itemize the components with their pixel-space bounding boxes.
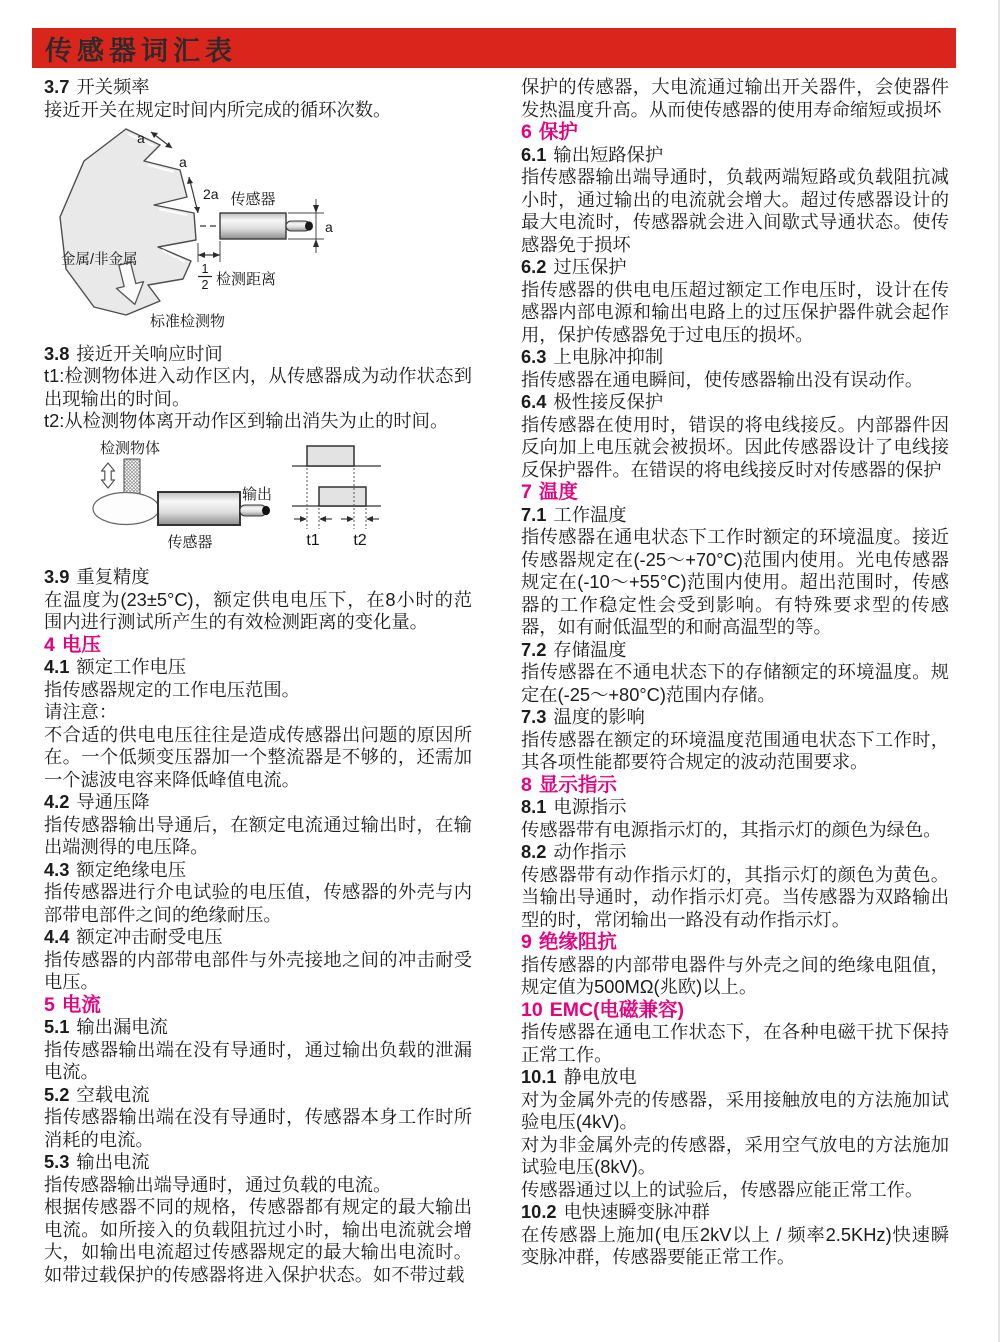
material-label: 金属/非金属 bbox=[61, 252, 138, 268]
t2-label: t2 bbox=[353, 531, 367, 549]
paragraph: 请注意： bbox=[44, 701, 118, 722]
paragraph: 指传感器进行介电试验的电压值，传感器的外壳与内部带电部件之间的绝缘耐压。 bbox=[44, 881, 472, 925]
chapter-number: 4 bbox=[44, 633, 55, 656]
paragraph: 指传感器在通电状态下工作时额定的环境温度。接近传感器规定在(-25～+70°C)范围内使用。光电传感器规定在(-10～+55°C)范围内使用。超出范围时，传感器的工作稳定性会受到影响。有特殊要求型的传感器，如有耐低温型的和耐高温型的等。 bbox=[521, 526, 949, 637]
chapter-number: 7 bbox=[521, 481, 532, 503]
section-title: 开关频率 bbox=[76, 76, 150, 97]
section-heading-6-3 bbox=[521, 346, 949, 369]
paragraph: 对为金属外壳的传感器，采用接触放电的方法施加试验电压(4kV)。 bbox=[521, 1088, 949, 1132]
paragraph: 指传感器在通电工作状态下，在各种电磁干扰下保持正常工作。 bbox=[521, 1021, 949, 1065]
section-title: 上电脉冲抑制 bbox=[553, 346, 664, 367]
section-heading-3-7 bbox=[44, 76, 472, 99]
paragraph: t1:检测物体进入动作区内，从传感器成为动作状态到出现输出的时间。 bbox=[44, 365, 472, 409]
section-title: 存储温度 bbox=[553, 638, 627, 660]
section-number: 7.2 bbox=[521, 638, 547, 660]
section-number: 6.2 bbox=[521, 256, 547, 277]
section-heading-8-1 bbox=[521, 796, 949, 819]
t1-dimension bbox=[294, 516, 332, 549]
chapter-title: 电流 bbox=[61, 993, 101, 1016]
paragraph: 根据传感器不同的规格，传感器都有规定的最大输出电流。如所接入的负载阻抗过小时，输出电流就会增大，如输出电流超过传感器规定的最大输出电流时。如带过载保护的传感器将进入保护状态。如不带过载 bbox=[44, 1196, 472, 1285]
up-down-arrow-icon bbox=[102, 463, 115, 488]
paragraph: 传感器带有动作指示灯的，其指示灯的颜色为黄色。当输出导通时，动作指示灯亮。当传感器为双路输出型的时，常闭输出一路没有动作指示灯。 bbox=[521, 863, 949, 930]
section-number: 10.2 bbox=[521, 1201, 557, 1222]
section-heading-5-1 bbox=[44, 1016, 472, 1039]
chapter-title: 电压 bbox=[61, 633, 101, 656]
figure-response-time bbox=[48, 437, 472, 561]
chapter-title: 温度 bbox=[538, 481, 578, 503]
paragraph: 不合适的供电电压往往是造成传感器出问题的原因所在。一个低频变压器加一个整流器是不够的，还需加一个滤波电容来降低峰值电流。 bbox=[44, 723, 472, 790]
paragraph: 指传感器在通电瞬间，使传感器输出没有误动作。 bbox=[521, 368, 924, 390]
section-number: 8.1 bbox=[521, 796, 547, 817]
distance-label: 检测距离 bbox=[216, 271, 277, 288]
cable-tip bbox=[262, 505, 270, 514]
section-heading-7-3 bbox=[521, 706, 949, 729]
paragraph: 指传感器的内部带电部件与外壳接地之间的冲击耐受电压。 bbox=[44, 948, 472, 992]
section-title: 极性接反保护 bbox=[553, 391, 664, 412]
timing-chart bbox=[292, 446, 381, 549]
fraction-denominator: 2 bbox=[201, 278, 209, 292]
section-heading-7-1 bbox=[521, 504, 949, 527]
paragraph: 指传感器规定的工作电压范围。 bbox=[44, 678, 300, 700]
section-number: 6.3 bbox=[521, 346, 547, 367]
sensor-label: 传感器 bbox=[167, 533, 213, 551]
paragraph: t2:从检测物体离开动作区到输出消失为止的时间。 bbox=[44, 410, 449, 431]
dimension-half-distance bbox=[198, 241, 276, 292]
section-number: 5.3 bbox=[44, 1151, 70, 1172]
section-heading-4-3 bbox=[44, 859, 472, 882]
t2-dimension bbox=[341, 516, 379, 549]
object-label: 检测物体 bbox=[100, 439, 161, 457]
section-title: 额定绝缘电压 bbox=[76, 858, 187, 880]
chapter-title: 绝缘阻抗 bbox=[538, 931, 617, 953]
paragraph: 在传感器上施加(电压2kV以上 / 频率2.5KHz)快速瞬变脉冲群，传感器要能正常工作。 bbox=[521, 1223, 949, 1267]
section-heading-10-1 bbox=[521, 1066, 949, 1089]
paragraph: 在温度为(23±5°C)，额定供电电压下，在8小时的范围内进行测试所产生的有效检测距离的变化量。 bbox=[44, 588, 472, 632]
section-heading-5-3 bbox=[44, 1151, 472, 1174]
left-column bbox=[44, 76, 472, 1286]
section-number: 3.8 bbox=[44, 342, 70, 364]
section-number: 6.1 bbox=[521, 143, 547, 165]
paragraph: 指传感器输出端在没有导通时，通过输出负载的泄漏电流。 bbox=[44, 1038, 472, 1082]
paragraph: 保护的传感器，大电流通过输出开关器件，会使器件发热温度升高。从而使传感器的使用寿命缩短或损坏 bbox=[521, 76, 949, 120]
chapter-heading-7 bbox=[521, 481, 949, 504]
section-heading-10-2 bbox=[521, 1201, 949, 1224]
chapter-title: 显示指示 bbox=[538, 773, 617, 796]
2a-label: 2a bbox=[203, 186, 219, 202]
output-pulse bbox=[319, 487, 366, 506]
section-title: 输出电流 bbox=[76, 1151, 150, 1172]
paragraph: 传感器带有电源指示灯的，其指示灯的颜色为绿色。 bbox=[521, 818, 942, 840]
section-title: 额定工作电压 bbox=[76, 656, 187, 677]
section-number: 3.9 bbox=[44, 566, 70, 587]
paragraph: 接近开关在规定时间内所完成的循环次数。 bbox=[44, 98, 392, 120]
section-number: 4.2 bbox=[44, 791, 70, 812]
section-number: 4.3 bbox=[44, 858, 70, 880]
paragraph: 传感器通过以上的试验后，传感器应能正常工作。 bbox=[521, 1178, 924, 1200]
section-title: 温度的影响 bbox=[553, 706, 645, 727]
section-title: 空载电流 bbox=[76, 1083, 150, 1105]
section-heading-7-2 bbox=[521, 639, 949, 662]
section-number: 6.4 bbox=[521, 391, 547, 412]
section-title: 电源指示 bbox=[553, 796, 627, 817]
chapter-number: 5 bbox=[44, 993, 55, 1016]
paragraph: 对为非金属外壳的传感器，采用空气放电的方法施加试验电压(8kV)。 bbox=[521, 1133, 949, 1177]
paragraph: 指传感器输出端导通时，负载两端短路或负载阻抗减小时，通过输出的电流就会增大。超过传感器设计的最大电流时，传感器就会进入间歇式导通状态。使传感器免于损坏 bbox=[521, 166, 949, 255]
section-number: 7.1 bbox=[521, 503, 547, 525]
output-label: 输出 bbox=[242, 485, 273, 503]
section-number: 7.3 bbox=[521, 706, 547, 727]
section-heading-5-2 bbox=[44, 1084, 472, 1107]
response-time-diagram bbox=[48, 437, 468, 555]
section-heading-6-1 bbox=[521, 144, 949, 167]
paragraph: 指传感器的供电电压超过额定工作电压时，设计在传感器内部电源和输出电路上的过压保护器件就会起作用，保护传感器免于过电压的损坏。 bbox=[521, 278, 949, 345]
section-title: 输出短路保护 bbox=[553, 143, 664, 165]
a-mid-label: a bbox=[179, 154, 187, 170]
chapter-title: 保护 bbox=[538, 121, 578, 143]
section-title: 导通压降 bbox=[76, 791, 150, 812]
chapter-heading-4 bbox=[44, 634, 472, 657]
chapter-heading-5 bbox=[44, 994, 472, 1017]
section-title: 输出漏电流 bbox=[76, 1016, 168, 1037]
section-heading-4-4 bbox=[44, 926, 472, 949]
section-title: 工作温度 bbox=[553, 503, 627, 525]
paragraph: 指传感器输出端在没有导通时，传感器本身工作时所消耗的电流。 bbox=[44, 1106, 472, 1150]
page-title-banner bbox=[32, 28, 956, 68]
chapter-number: 6 bbox=[521, 121, 532, 143]
paragraph: 指传感器输出导通后，在额定电流通过输出时，在输出端测得的电压降。 bbox=[44, 813, 472, 857]
cable-tip bbox=[305, 221, 313, 230]
page-title: 传感器词汇表 bbox=[45, 35, 237, 66]
paragraph: 指传感器在额定的环境温度范围通电状态下工作时，其各项性能都要符合规定的波动范围要求。 bbox=[521, 728, 949, 772]
section-heading-3-8 bbox=[44, 343, 472, 366]
sensor-label: 传感器 bbox=[230, 191, 276, 208]
section-title: 动作指示 bbox=[553, 841, 627, 862]
chapter-heading-9 bbox=[521, 931, 949, 954]
section-number: 4.1 bbox=[44, 656, 70, 677]
a-right-label: a bbox=[325, 219, 333, 235]
section-heading-4-2 bbox=[44, 791, 472, 814]
target-caption: 标准检测物 bbox=[150, 313, 226, 330]
chapter-heading-10 bbox=[521, 999, 949, 1022]
chapter-number: 8 bbox=[521, 773, 532, 796]
section-title: 过压保护 bbox=[553, 256, 627, 277]
a-top-label: a bbox=[137, 130, 145, 146]
section-heading-3-9 bbox=[44, 566, 472, 589]
section-title: 静电放电 bbox=[563, 1066, 637, 1087]
chapter-number: 10 bbox=[521, 998, 543, 1021]
section-title: 额定冲击耐受电压 bbox=[76, 926, 223, 947]
section-heading-8-2 bbox=[521, 841, 949, 864]
section-title: 电快速瞬变脉冲群 bbox=[563, 1201, 710, 1222]
section-heading-6-4 bbox=[521, 391, 949, 414]
section-number: 3.7 bbox=[44, 76, 70, 97]
gear-sensor-diagram bbox=[48, 125, 420, 331]
section-number: 10.1 bbox=[521, 1066, 557, 1087]
object-pulse bbox=[307, 446, 354, 466]
dimension-2a bbox=[187, 177, 219, 213]
t1-label: t1 bbox=[306, 531, 320, 549]
right-column bbox=[521, 76, 949, 1269]
paragraph: 指传感器输出端导通时，通过负载的电流。 bbox=[44, 1173, 392, 1195]
section-heading-6-2 bbox=[521, 256, 949, 279]
sensor-body bbox=[220, 190, 313, 239]
section-number: 5.2 bbox=[44, 1083, 70, 1105]
section-title: 重复精度 bbox=[76, 566, 150, 587]
section-number: 4.4 bbox=[44, 926, 70, 947]
fraction-numerator: 1 bbox=[201, 262, 209, 276]
paragraph: 指传感器在使用时，错误的将电线接反。内部器件因反向加上电压就会被损坏。因此传感器设计了电线接反保护器件。在错误的将电线接反时对传感器的保护 bbox=[521, 413, 949, 480]
chapter-heading-8 bbox=[521, 774, 949, 797]
paragraph: 指传感器的内部带电器件与外壳之间的绝缘电阻值，规定值为500MΩ(兆欧)以上。 bbox=[521, 953, 949, 997]
section-title: 接近开关响应时间 bbox=[76, 342, 223, 364]
chapter-number: 9 bbox=[521, 931, 532, 953]
paragraph: 指传感器在不通电状态下的存储额定的环境温度。规定在(-25～+80°C)范围内存储。 bbox=[521, 661, 949, 705]
chapter-heading-6 bbox=[521, 121, 949, 144]
figure-switching-frequency bbox=[48, 125, 472, 337]
section-heading-4-1 bbox=[44, 656, 472, 679]
chapter-title: EMC(电磁兼容) bbox=[549, 998, 685, 1021]
detected-object bbox=[124, 459, 140, 494]
section-number: 5.1 bbox=[44, 1016, 70, 1037]
section-number: 8.2 bbox=[521, 841, 547, 862]
